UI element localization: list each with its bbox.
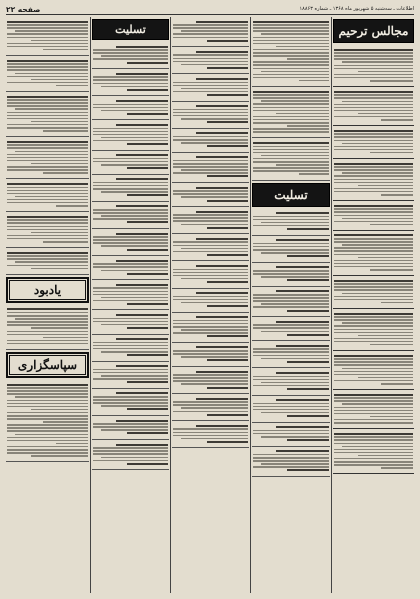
notice xyxy=(333,126,414,159)
notice xyxy=(252,447,330,477)
notice xyxy=(252,423,330,447)
notice xyxy=(172,313,249,343)
notice xyxy=(92,256,169,280)
notice xyxy=(6,56,89,92)
section-banner-tasliyat: تسلیت xyxy=(92,19,169,40)
notice xyxy=(172,153,249,183)
notice xyxy=(6,17,89,56)
notice xyxy=(172,261,249,288)
notice xyxy=(333,231,414,276)
notice xyxy=(333,201,414,231)
notice xyxy=(92,202,169,229)
notice xyxy=(252,263,330,287)
column-divider xyxy=(170,17,171,593)
notice xyxy=(6,179,89,212)
page-number: صفحه ۲۲ xyxy=(6,4,41,14)
notice xyxy=(252,17,330,87)
notice xyxy=(333,390,414,429)
page-header xyxy=(6,4,414,15)
section-banner-sepasgozari: سپاسگزاری xyxy=(6,352,89,378)
notice xyxy=(92,440,169,470)
issue-info: اطلاعات ـ سه‌شنبه ۵ شهریور ماه ۱۳۶۸ ـ شماره ۱۸۸۶۳ xyxy=(299,6,414,12)
section-banner-yadbood: یادبود xyxy=(6,277,89,303)
column-divider xyxy=(331,17,332,593)
notice xyxy=(252,138,330,180)
notice xyxy=(92,416,169,440)
notice xyxy=(172,207,249,234)
notice xyxy=(252,368,330,395)
notice xyxy=(6,137,89,179)
notice xyxy=(6,212,89,248)
notice xyxy=(252,396,330,423)
column-3 xyxy=(172,17,249,593)
notice xyxy=(333,351,414,390)
notice xyxy=(252,287,330,317)
column-divider xyxy=(250,17,251,593)
notice xyxy=(333,429,414,474)
notice xyxy=(6,380,89,462)
column-2 xyxy=(92,17,169,593)
notice xyxy=(172,234,249,261)
notice xyxy=(92,151,169,175)
notice xyxy=(252,87,330,138)
notice xyxy=(92,335,169,362)
notice xyxy=(92,280,169,310)
notice xyxy=(92,229,169,256)
notice xyxy=(172,421,249,448)
notice xyxy=(333,45,414,87)
notice xyxy=(172,367,249,394)
column-5 xyxy=(333,17,414,593)
notice xyxy=(92,362,169,389)
notice xyxy=(172,17,249,47)
notice xyxy=(333,276,414,309)
notice xyxy=(6,305,89,350)
notice xyxy=(6,92,89,137)
notice xyxy=(172,289,249,313)
notice xyxy=(172,129,249,153)
notice xyxy=(333,159,414,201)
notice xyxy=(92,120,169,150)
notice xyxy=(92,42,169,69)
notice xyxy=(172,74,249,101)
notice xyxy=(172,47,249,74)
column-1 xyxy=(6,17,89,593)
notice xyxy=(252,236,330,263)
section-banner-tasliyat-2: تسلیت xyxy=(252,183,330,207)
notice xyxy=(92,175,169,202)
notice xyxy=(92,96,169,120)
column-4 xyxy=(252,17,330,593)
notice xyxy=(92,310,169,334)
notice xyxy=(172,394,249,421)
notice xyxy=(252,209,330,236)
column-divider xyxy=(90,17,91,593)
notice xyxy=(6,248,89,275)
notice xyxy=(172,343,249,367)
notice xyxy=(92,69,169,96)
notice xyxy=(252,341,330,368)
notice xyxy=(172,102,249,129)
notice xyxy=(333,87,414,126)
notice xyxy=(172,183,249,207)
notice xyxy=(333,309,414,351)
section-banner-majales-tarhim: مجالس ترحیم xyxy=(333,19,414,43)
notice xyxy=(252,317,330,341)
notice xyxy=(92,389,169,416)
